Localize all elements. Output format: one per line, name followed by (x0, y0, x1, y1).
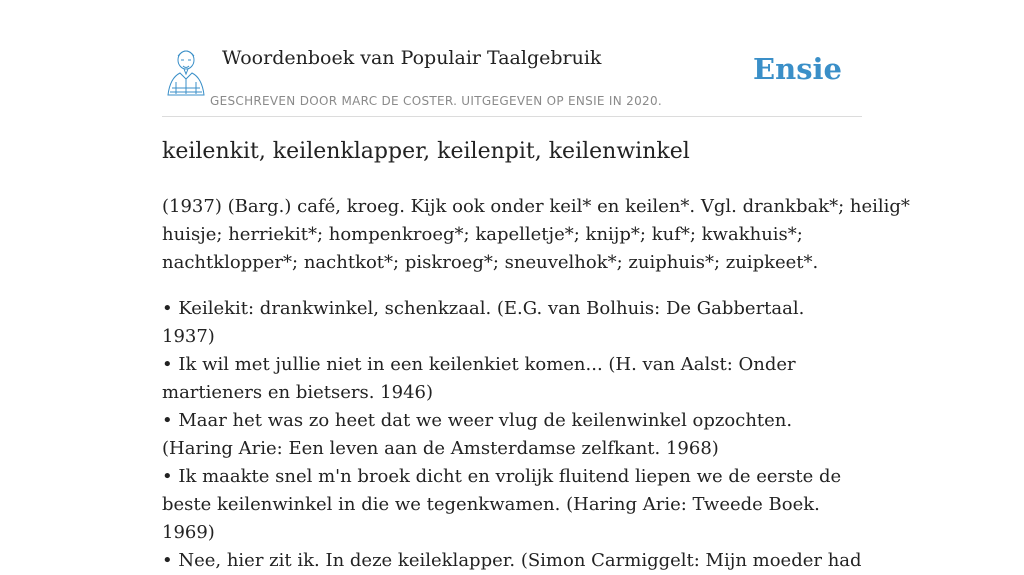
definition-line: (1937) (Barg.) café, kroeg. Kijk ook onder keil* en keilen*. Vgl. drankbak*; heilig* (162, 196, 910, 217)
ensie-logo-link[interactable]: Ensie (753, 52, 842, 86)
quote-item: • Nee, hier zit ik. In deze keileklapper. (Simon Carmiggelt: Mijn moeder had (162, 550, 862, 571)
quote-list (162, 295, 862, 575)
author-portrait-icon[interactable] (164, 46, 208, 96)
entry-definition (162, 193, 910, 277)
page-header (162, 40, 862, 117)
definition-line: huisje; herriekit*; hompenkroeg*; kapelletje*; knijp*; kuf*; kwakhuis*; (162, 224, 803, 245)
author-byline: GESCHREVEN DOOR MARC DE COSTER. UITGEGEVEN OP ENSIE IN 2020. (210, 94, 662, 108)
quote-item: • Ik wil met jullie niet in een keilenkiet komen... (H. van Aalst: Onder martieners en bietsers. 1946) (162, 354, 796, 403)
entry-title: keilenkit, keilenklapper, keilenpit, keilenwinkel (162, 139, 690, 164)
quote-item: • Maar het was zo heet dat we weer vlug de keilenwinkel opzochten. (Haring Arie: Een leven aan de Amsterdamse zelfkant. 1968) (162, 410, 793, 459)
definition-line: nachtklopper*; nachtkot*; piskroeg*; sneuvelhok*; zuiphuis*; zuipkeet*. (162, 252, 819, 273)
quote-item: • Keilekit: drankwinkel, schenkzaal. (E.G. van Bolhuis: De Gabbertaal. 1937) (162, 298, 805, 347)
quote-item: • Ik maakte snel m'n broek dicht en vrolijk fluitend liepen we de eerste de beste keilenwinkel in die we tegenkwamen. (Haring Arie: Tweede Boek. 1969) (162, 466, 842, 543)
book-title: Woordenboek van Populair Taalgebruik (222, 47, 602, 69)
